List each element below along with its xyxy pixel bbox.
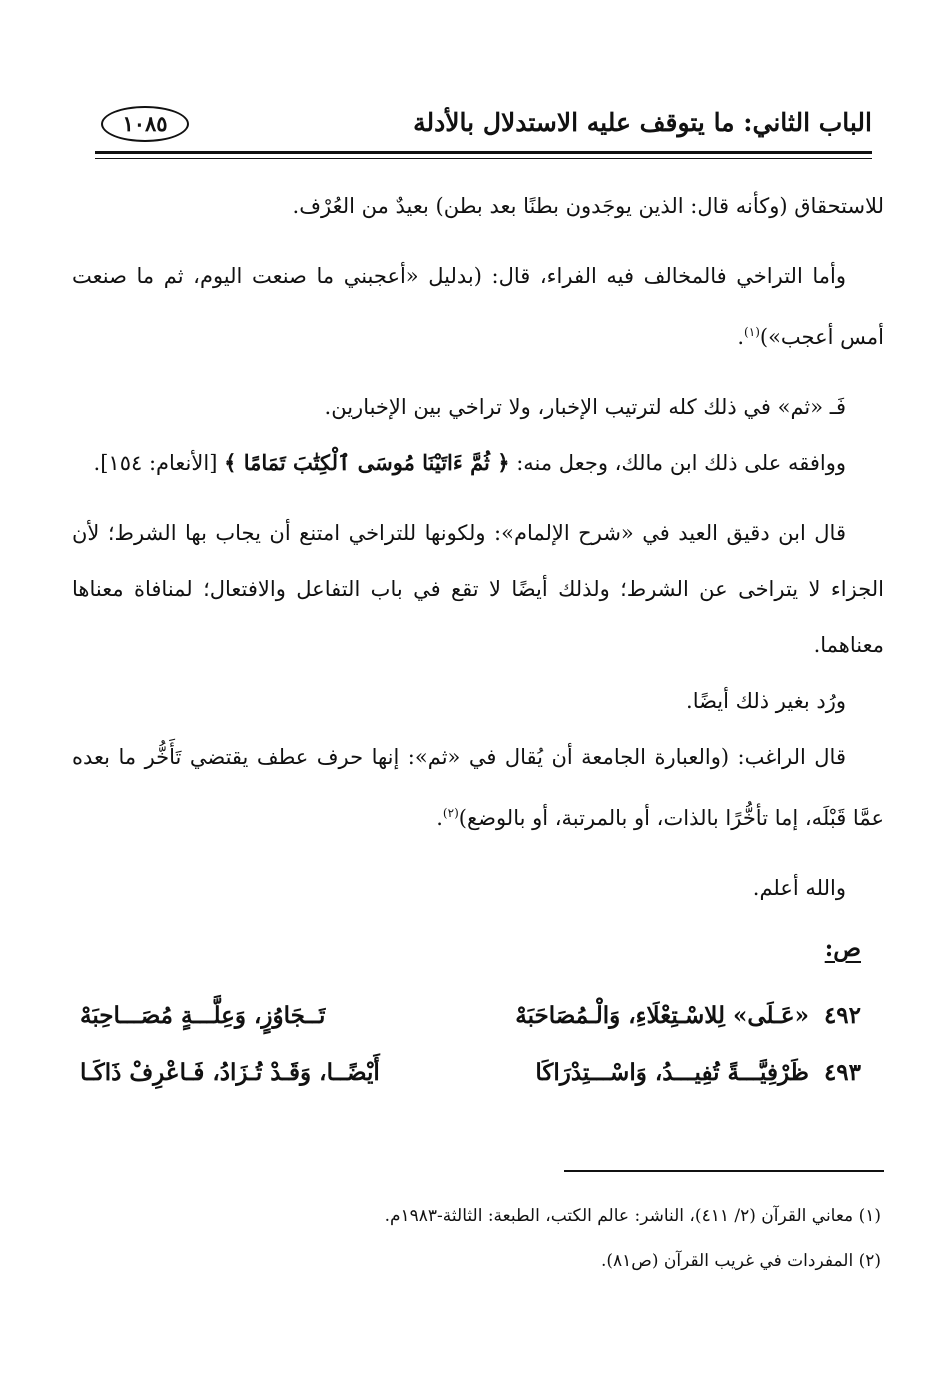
verse-first-hemistich: «عَـلَى» لِلاسْـتِعْلَاءِ، وَالْـمُصَاحَبَهْ (515, 1002, 809, 1029)
paragraph-text: ووافقه على ذلك ابن مالك، وجعل منه: (516, 451, 846, 475)
footnote: (٢) المفردات في غريب القرآن (ص٨١). (600, 1251, 881, 1271)
quran-verse: ﴿ ثُمَّ ءَاتَيْنَا مُوسَى ٱلْكِتَٰبَ تَمَامًا ﴾ (224, 450, 510, 475)
header-rule-thin (95, 158, 872, 159)
paragraph: ورُد بغير ذلك أيضًا. (686, 689, 846, 713)
verse-first-hemistich: ظَرْفِيَّـــةً تُفِيـــدُ، وَاسْـــتِدْرَاكَا (535, 1059, 809, 1086)
poem-verse (80, 1059, 861, 1105)
paragraph: فَـ «ثم» في ذلك كله لترتيب الإخبار، ولا تراخي بين الإخبارين. (324, 395, 846, 419)
paragraph: قال ابن دقيق العيد في «شرح الإلمام»: ولكونها للتراخي امتنع أن يجاب بها الشرط؛ لأن الجزاء لا يتراخى عن الشرط؛ ولذلك أيضًا لا تقع في باب التفاعل والافتعال؛ لمنافاة معناها معناهما. (72, 521, 884, 657)
footnote-separator (564, 1170, 884, 1172)
poem-verse (80, 1002, 861, 1048)
paragraph: للاستحقاق (وكأنه قال: الذين يوجَدون بطنًا بعد بطن) بعيدٌ من العُرْف. (292, 194, 884, 218)
page-number: ١٠٨٥ (101, 106, 189, 142)
paragraph: وأما التراخي فالمخالف فيه الفراء، قال: (بدليل «أعجبني ما صنعت اليوم، ثم ما صنعت أمس أعجب»)$^{(١)}$. (72, 264, 884, 349)
verse-number: ٤٩٣ (823, 1059, 861, 1086)
chapter-title: الباب الثاني: ما يتوقف عليه الاستدلال بالأدلة (413, 108, 872, 137)
footnote: (١) معاني القرآن (٢/ ٤١١)، الناشر: عالم الكتب، الطبعة: الثالثة-١٩٨٣م. (384, 1206, 881, 1226)
main-text (72, 178, 884, 916)
surah-citation: [الأنعام: ١٥٤]. (93, 451, 218, 475)
paragraph: قال الراغب: (والعبارة الجامعة أن يُقال في «ثم»: إنها حرف عطف يقتضي تَأَخُّر ما بعده عمَّا قَبْلَه، إما تأخُّرًا بالذات، أو بالمرتبة، أو بالوضع)$^{(٢)}$. (72, 745, 884, 830)
verse-second-hemistich: أَيْضًــا، وَقَـدْ تُـزَادُ، فَـاعْرِفْ ذَاكَـا (80, 1059, 380, 1086)
verse-second-hemistich: تَــجَاوُزٍ، وَعِلَّـــةٍ مُصَـــاحِبَهْ (80, 1002, 326, 1029)
header-rule-thick (95, 151, 872, 154)
footnote-ref: (١) (744, 325, 760, 339)
paragraph-text: قال الراغب: (والعبارة الجامعة أن يُقال في «ثم»: إنها حرف عطف يقتضي تَأَخُّر ما بعده عمَّا قَبْلَه، إما تأخُّرًا بالذات، أو بالمرتبة، أو بالوضع) (72, 745, 884, 830)
paragraph (72, 435, 884, 491)
paragraph: والله أعلم. (752, 876, 846, 900)
page-header (95, 104, 872, 148)
paragraph-text: وأما التراخي فالمخالف فيه الفراء، قال: (بدليل «أعجبني ما صنعت اليوم، ثم ما صنعت أمس أعجب») (72, 264, 884, 349)
poem-label: ص: (824, 935, 861, 962)
footnote-ref: (٢) (442, 806, 459, 820)
verse-number: ٤٩٢ (823, 1002, 861, 1029)
